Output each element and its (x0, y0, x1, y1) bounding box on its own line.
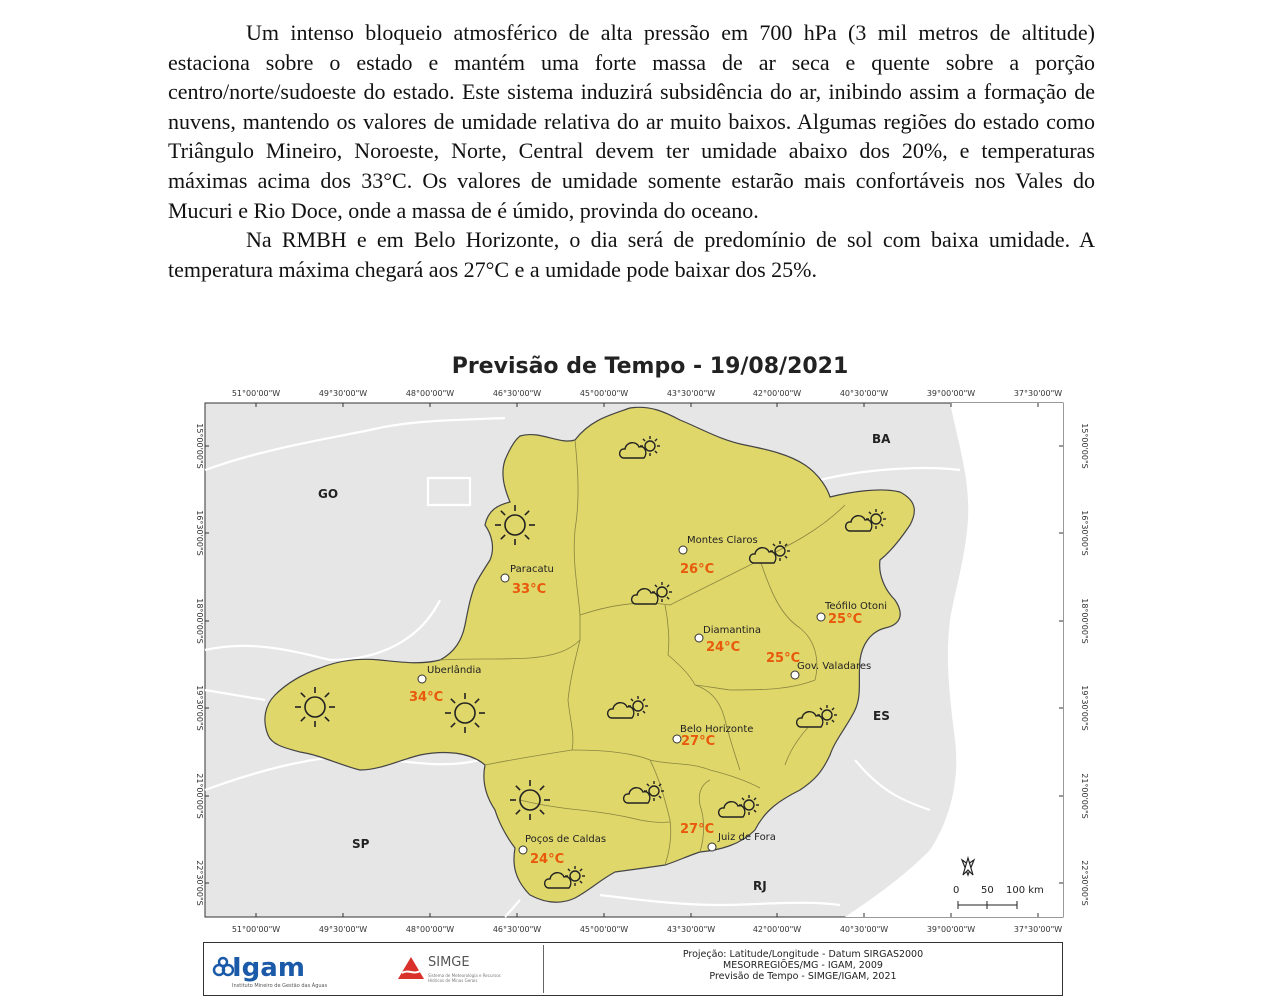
longitude-label-top: 42°00'00"W (752, 389, 802, 398)
scale-label-100: 100 km (1006, 885, 1044, 896)
longitude-label-bottom: 42°00'00"W (752, 925, 802, 934)
scale-label-0: 0 (953, 885, 960, 896)
paragraph-2: Na RMBH e em Belo Horizonte, o dia será de predomínio de sol com baixa umidade. A temperatura máxima chegará aos 27°C e a umidade pode baixar dos 25%. (168, 227, 1095, 282)
simge-logo: SIMGE (428, 955, 470, 970)
map-credits (544, 949, 1062, 982)
latitude-label-right: 19°30'00"S (1080, 685, 1089, 731)
longitude-label-bottom: 49°30'00"W (318, 925, 368, 934)
state-label-sp: SP (352, 837, 370, 851)
city-name: Diamantina (703, 625, 761, 636)
temp-label: 25°C (828, 612, 863, 627)
city-name: Paracatu (510, 564, 554, 575)
temp-label: 27°C (681, 734, 716, 749)
igam-subtitle: Instituto Mineiro de Gestão das Águas (232, 983, 328, 989)
city-name: Juiz de Fora (718, 832, 776, 843)
longitude-label-top: 51°00'00"W (231, 389, 281, 398)
longitude-label-bottom: 45°00'00"W (579, 925, 629, 934)
city-name: Belo Horizonte (680, 724, 754, 735)
igam-logo: Igam (232, 953, 305, 983)
latitude-label-right: 21°00'00"S (1080, 773, 1089, 819)
longitude-label-top: 45°00'00"W (579, 389, 629, 398)
map-footer (203, 942, 1063, 996)
longitude-label-bottom: 51°00'00"W (231, 925, 281, 934)
simge-subtitle: Sistema de Meteorologia e Recursos Hídricos de Minas Gerais (428, 973, 501, 983)
longitude-label-bottom: 48°00'00"W (405, 925, 455, 934)
credit-line-2: MESORREGIÕES/MG - IGAM, 2009 (723, 960, 883, 971)
latitude-label-right: 18°00'00"S (1080, 598, 1089, 644)
latitude-label-left: 15°00'00"S (195, 423, 204, 469)
longitude-label-bottom: 40°30'00"W (839, 925, 889, 934)
longitude-label-bottom: 46°30'00"W (492, 925, 542, 934)
latitude-label-right: 16°30'00"S (1080, 510, 1089, 556)
longitude-label-top: 40°30'00"W (839, 389, 889, 398)
longitude-label-bottom: 39°00'00"W (926, 925, 976, 934)
temp-label: 34°C (409, 690, 444, 705)
state-label-rj: RJ (753, 879, 767, 893)
latitude-label-left: 21°00'00"S (195, 773, 204, 819)
temp-label: 26°C (680, 562, 715, 577)
latitude-label-left: 16°30'00"S (195, 510, 204, 556)
credit-line-3: Previsão de Tempo - SIMGE/IGAM, 2021 (709, 971, 897, 982)
temp-label: 33°C (512, 582, 547, 597)
map-title: Previsão de Tempo - 19/08/2021 (451, 354, 849, 379)
longitude-label-top: 48°00'00"W (405, 389, 455, 398)
paragraph-1: Um intenso bloqueio atmosférico de alta pressão em 700 hPa (3 mil metros de altitude) estaciona sobre o estado e mantém uma forte massa de ar seca e quente sobre a porção centro/norte/sudoeste do estado. Este sistema induzirá subsidência do ar, inibindo assim a formação de nuvens, mantendo os valores de umidade relativa do ar muito baixos. Algumas regiões do estado como Triângulo Mineiro, Noroeste, Norte, Central devem ter umidade abaixo dos 20%, e temperaturas máximas acima dos 33°C. Os valores de umidade somente estarão mais confortáveis nos Vales do Mucuri e Rio Doce, onde a massa de é úmido, provinda do oceano. (168, 20, 1095, 223)
city-name: Poços de Caldas (525, 834, 607, 845)
state-label-ba: BA (872, 432, 891, 446)
scale-label-50: 50 (981, 885, 994, 896)
longitude-label-top: 43°30'00"W (666, 389, 716, 398)
city-name: Gov. Valadares (797, 661, 872, 672)
latitude-label-right: 15°00'00"S (1080, 423, 1089, 469)
state-label-go: GO (318, 487, 339, 501)
temp-label: 24°C (706, 640, 741, 655)
longitude-label-top: 49°30'00"W (318, 389, 368, 398)
credit-line-1: Projeção: Latitude/Longitude - Datum SIRGAS2000 (682, 949, 924, 960)
latitude-label-left: 18°00'00"S (195, 598, 204, 644)
city-name: Teófilo Otoni (825, 601, 888, 612)
longitude-label-top: 37°30'00"W (1013, 389, 1063, 398)
latitude-label-left: 22°30'00"S (195, 860, 204, 906)
city-name: Montes Claros (687, 535, 758, 546)
city-name: Uberlândia (427, 665, 482, 676)
longitude-label-bottom: 37°30'00"W (1013, 925, 1063, 934)
igam-logo-icon (212, 956, 234, 978)
temp-label: 24°C (530, 852, 565, 867)
temp-label: 27°C (680, 822, 715, 837)
simge-logo-icon (396, 953, 426, 981)
state-label-es: ES (873, 709, 890, 723)
temp-label: 25°C (766, 651, 801, 666)
latitude-label-left: 19°30'00"S (195, 685, 204, 731)
longitude-label-bottom: 43°30'00"W (666, 925, 716, 934)
longitude-label-top: 46°30'00"W (492, 389, 542, 398)
longitude-label-top: 39°00'00"W (926, 389, 976, 398)
latitude-label-right: 22°30'00"S (1080, 860, 1089, 906)
